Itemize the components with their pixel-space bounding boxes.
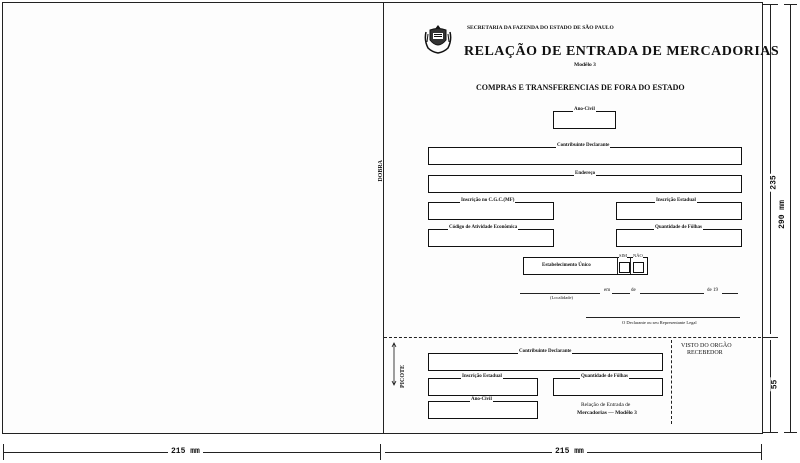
width-right-label: 215 mm [552, 447, 587, 456]
stub-relacao-line2: Mercadorias — Modêlo 3 [577, 410, 637, 416]
width-left-tick-b [380, 444, 381, 460]
stub-ano-civil-label: Ano-Civil [471, 397, 492, 402]
nao-checkbox[interactable] [633, 262, 644, 273]
stub-divider [671, 340, 672, 424]
visto-label-2: RECEBEDOR [687, 350, 723, 356]
stub-relacao-line1: Relação de Entrada de [581, 402, 631, 408]
quantidade-folhas-label: Quantidade de Fôlhas [655, 225, 702, 230]
nao-label: NÃO [633, 253, 643, 258]
height-mid-tick [763, 337, 778, 338]
width-left-label: 215 mm [168, 447, 203, 456]
page-subtitle: COMPRAS E TRANSFERENCIAS DE FORA DO ESTADO [476, 83, 685, 92]
contribuinte-label: Contribuinte Declarante [557, 143, 610, 148]
page-title: RELAÇÃO DE ENTRADA DE MERCADORIAS [464, 44, 780, 59]
height-total-dimension-line [790, 4, 791, 432]
endereco-field[interactable] [428, 175, 742, 193]
stub-quantidade-label: Quantidade de Fôlhas [581, 374, 628, 379]
coat-of-arms-icon [424, 24, 452, 54]
picote-label: PICOTE [400, 365, 406, 389]
height-total-tick-top [784, 4, 797, 5]
contribuinte-field[interactable] [428, 147, 742, 165]
inscricao-cgc-label: Inscrição no C.G.C.(MF) [461, 198, 515, 203]
declarante-signature-caption: O Declarante ou seu Representante Legal [622, 320, 697, 325]
height-top-dimension-line [770, 4, 771, 334]
sim-checkbox[interactable] [619, 262, 630, 273]
visto-label-1: VISTO DO ORGÃO [681, 343, 732, 349]
inscricao-estadual-label: Inscrição Estadual [656, 198, 696, 203]
em-label: em [604, 288, 611, 293]
stub-contribuinte-field[interactable] [428, 353, 663, 371]
year-line[interactable] [722, 293, 738, 294]
endereco-label: Endereço [575, 171, 596, 176]
dobra-label: DOBRA [378, 160, 384, 182]
codigo-atividade-field[interactable] [428, 229, 554, 247]
stub-quantidade-field[interactable] [553, 378, 663, 396]
height-bottom-tick [763, 432, 778, 433]
width-left-tick-a [3, 444, 4, 460]
picote-line [384, 337, 761, 338]
day-line[interactable] [612, 293, 630, 294]
left-panel [2, 2, 384, 434]
nao-divider [630, 257, 631, 274]
de19-label: de 19 [707, 288, 718, 293]
inscricao-estadual-field[interactable] [616, 202, 742, 220]
height-top-label: 235 [769, 175, 779, 190]
de-label: de [631, 288, 636, 293]
stub-inscricao-label: Inscrição Estadual [462, 374, 502, 379]
month-line[interactable] [640, 293, 704, 294]
localidade-line[interactable] [520, 293, 600, 294]
estabelecimento-unico-label: Estabelecimento Único [542, 263, 591, 268]
sim-divider [617, 257, 618, 274]
sim-label: SIM [619, 253, 628, 258]
ano-civil-field[interactable] [553, 111, 616, 129]
stub-inscricao-field[interactable] [428, 378, 538, 396]
modelo-label: Modêlo 3 [574, 62, 596, 68]
width-right-tick-b [761, 444, 762, 460]
height-top-tick [763, 4, 778, 5]
stub-contribuinte-label: Contribuinte Declarante [519, 349, 572, 354]
ano-civil-label: Ano-Civil [574, 107, 595, 112]
picote-arrow-icon [391, 342, 397, 386]
codigo-atividade-label: Código de Atividade Econômica [449, 225, 518, 230]
height-bottom-label: 55 [770, 379, 780, 390]
quantidade-folhas-field[interactable] [616, 229, 742, 247]
stub-ano-civil-field[interactable] [428, 401, 538, 419]
height-total-tick-bottom [784, 432, 797, 433]
inscricao-cgc-field[interactable] [428, 202, 554, 220]
secretaria-line: SECRETARIA DA FAZENDA DO ESTADO DE SÃO PAULO [467, 25, 614, 31]
height-total-label: 290 mm [777, 200, 787, 229]
signature-line[interactable] [586, 317, 740, 318]
localidade-caption: (Localidade) [550, 295, 573, 300]
